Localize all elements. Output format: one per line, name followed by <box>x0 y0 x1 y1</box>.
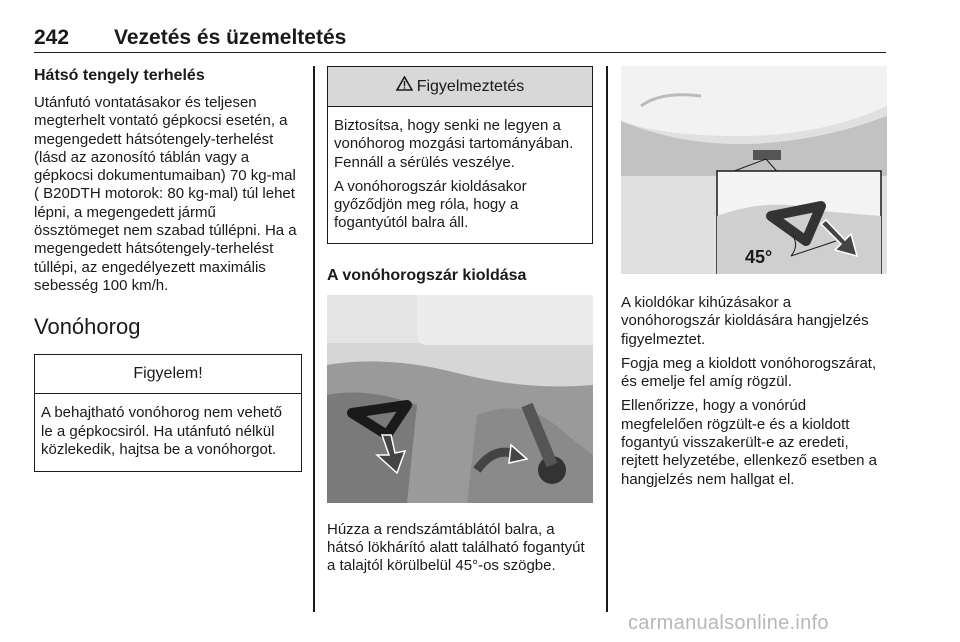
column-divider <box>606 66 608 612</box>
angle-label: 45° <box>745 247 773 267</box>
warning-box <box>327 66 593 244</box>
column-divider <box>313 66 315 612</box>
page-title: Vezetés és üzemeltetés <box>114 26 347 49</box>
warning-paragraph-2: A vonóhorogszár kioldásakor győződjön meg róla, hogy a fogantyútól balra áll. <box>334 177 527 232</box>
rear-axle-paragraph: Utánfutó vontatásakor és teljesen megterhelt vontató gépkocsi esetén, a megengedett hátsótengely-terhelést (lásd az azonosító táblán vagy a gépkocsi dokumentumaiban) 70 kg-mal ( B20DTH motorok: 80 kg-mal) túl lehet lépni, a megengedett jármű össztömeget nem szabad túllépni. Ha a megengedett hátsótengely-terhelést túllépi, az engedélyezett maximális sebesség 100 km/h. <box>34 94 297 294</box>
right-paragraph-3: Ellenőrizze, hogy a vonórúd megfelelően rögzült-e és a kioldott fogantyú visszakerült-e az eredeti, rejtett helyzetébe, ellenkező esetben a hangjelzés nem hallgat el. <box>621 397 878 488</box>
chapter-heading-towbar: Vonóhorog <box>34 314 141 340</box>
warning-triangle-icon <box>396 76 413 97</box>
column-middle <box>327 66 593 576</box>
page-number: 242 <box>34 26 70 49</box>
warning-header <box>328 67 592 107</box>
release-caption: Húzza a rendszámtáblától balra, a hátsó lökhárító alatt található fogantyút a talajtól körülbelül 45°-os szögbe. <box>327 520 585 575</box>
release-handle-illustration <box>327 295 593 503</box>
watermark: carmanualsonline.info <box>628 612 829 634</box>
warning-paragraph-1: Biztosítsa, hogy senki ne legyen a vonóhorog mozgási tartományában. Fennáll a sérülés veszélye. <box>334 117 574 171</box>
release-heading: A vonóhorogszár kioldása <box>327 266 527 284</box>
pull-handle-illustration <box>621 66 887 274</box>
notice-title: Figyelem! <box>35 355 301 394</box>
column-right <box>621 66 887 489</box>
column-left <box>34 66 302 472</box>
notice-box <box>34 354 302 472</box>
notice-text: A behajtható vonóhorog nem vehető le a gépkocsiról. Ha utánfutó nélkül közlekedik, hajtsa be a vonóhorgot. <box>41 404 283 458</box>
right-paragraph-1: A kioldókar kihúzásakor a vonóhorogszár kioldására hangjelzés figyelmeztet. <box>621 294 869 348</box>
page-header <box>34 22 886 53</box>
section-heading-rear-axle: Hátsó tengely terhelés <box>34 67 205 84</box>
warning-title: Figyelmeztetés <box>416 78 525 95</box>
right-paragraph-2: Fogja meg a kioldott vonóhorogszárat, és emelje fel amíg rögzül. <box>621 354 877 391</box>
